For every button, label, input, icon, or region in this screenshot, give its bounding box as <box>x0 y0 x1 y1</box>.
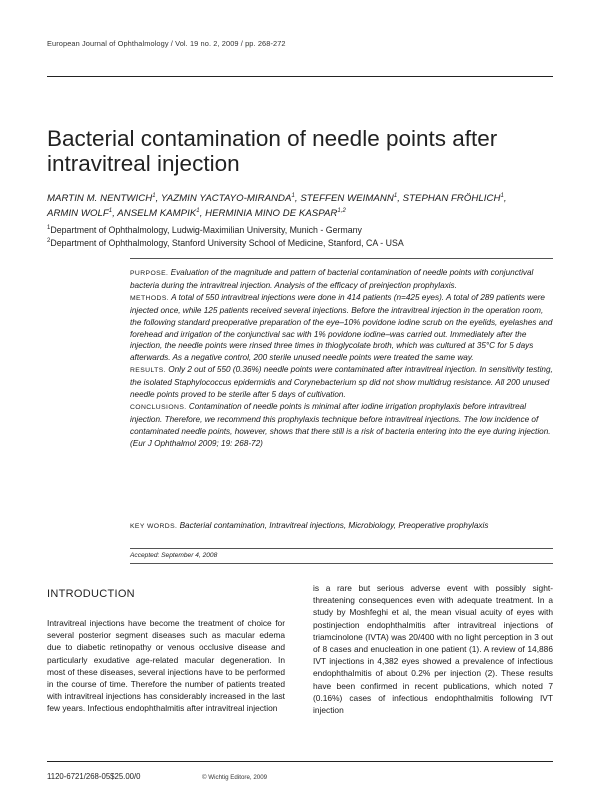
footer-code: 1120-6721/268-05$25.00/0 <box>47 772 141 781</box>
keywords-text: Bacterial contamination, Intravitreal injections, Microbiology, Preoperative prophylaxis <box>179 521 489 530</box>
footer-rule <box>47 761 553 762</box>
author-affiliation-sup: 1 <box>152 192 156 199</box>
methods-text: A total of 550 intravitreal injections were done in 414 patients (n=425 eyes). A total of 289 patients were injected once, while 125 patients received several injections. Before the intravitreal injection in the operation room, the following standard preoperative preparation of the eye–10% povidone iodine scrub on the eyelids, eyelashes and forehead and irrigation of the conjunctival sac with 1% povidone iodine–was carried out. Immediately after the injection, the needle points were rinsed three times in thioglycolate broth, which was cultured at 35°C for 5 days afterwards. As a negative control, 200 sterile unused needle points were treated the same way. <box>130 292 553 363</box>
author-affiliation-sup: 1 <box>196 207 200 214</box>
author-affiliation-sup: 1 <box>393 192 398 199</box>
affiliation-1-sup: 1 <box>47 225 51 232</box>
header-rule <box>47 76 553 77</box>
author-affiliation-sup: 1 <box>500 192 504 199</box>
author-affiliation-sup: 1,2 <box>337 207 346 214</box>
purpose-text: Evaluation of the magnitude and pattern of bacterial contamination of needle points with conjunctival bacteria during the intravitreal injection. Analysis of the efficacy of preinjection prophylaxis. <box>130 268 534 290</box>
abstract-purpose <box>130 267 553 292</box>
author-name: STEFFEN WEIMANN <box>300 193 394 204</box>
author-name: ARMIN WOLF <box>47 208 109 219</box>
conclusions-text: Contamination of needle points is minimal after iodine irrigation prophylaxis before intravitreal injection. Therefore, we recommend this prophylaxis technique before intravitreal injections. The low incidence of contaminated needle points, however, shows that there still is a risk of bacteria entering into the eye during injection. (Eur J Ophthalmol 2009; 19: 268-72) <box>130 401 551 448</box>
abstract-conclusions <box>130 401 553 450</box>
affiliation-2 <box>47 237 557 249</box>
author-affiliation-sup: 1 <box>291 192 295 199</box>
article-title: Bacterial contamination of needle points after intravitreal injection <box>47 126 498 176</box>
abstract-methods <box>130 292 553 364</box>
journal-header: European Journal of Ophthalmology / Vol. 19 no. 2, 2009 / pp. 268-272 <box>47 39 286 48</box>
author-name: STEPHAN FRÖHLICH <box>402 193 501 204</box>
abstract-bottom-rule <box>130 548 553 549</box>
author-list: MARTIN M. NENTWICH$^1$, YAZMIN YACTAYO-MIRANDA$^1$, STEFFEN WEIMANN$^1$, STEPHAN FRÖHLICH$^1$, ARMIN WOLF$^1$, ANSELM KAMPIK$^1$, HERMINIA MINO DE KASPAR$^{1,2}$ <box>47 192 507 219</box>
purpose-label: PURPOSE. <box>130 270 169 277</box>
keywords <box>130 520 553 533</box>
affiliation-1-text: Department of Ophthalmology, Ludwig-Maximilian University, Munich - Germany <box>50 225 362 235</box>
abstract <box>130 267 553 450</box>
footer-copyright: © Wichtig Editore, 2009 <box>202 774 268 781</box>
author-name: MARTIN M. NENTWICH <box>47 193 153 204</box>
affiliation-2-text: Department of Ophthalmology, Stanford University School of Medicine, Stanford, CA - USA <box>50 238 404 248</box>
author-name: ANSELM KAMPIK <box>117 208 197 219</box>
intro-right-column: is a rare but serious adverse event with possibly sight-threatening consequences even with adequate treatment. In a study by Moshfeghi et al, the mean visual acuity of eyes with postinjection endophthalmitis after intravitreal injections of triamcinolone (IVTA) was 20/400 with no light perception in 3 out of 8 cases and enucleation in one patient (1). A review of 14,886 IVT injections in 4,382 eyes showed a prevalence of infectious endophthalmitis of about 0.2% per injection (2). These results have been confirmed in recent publications, which noted 7 (0.16%) cases of infectious endophthalmitis following IVT injection <box>313 583 553 716</box>
methods-label: METHODS. <box>130 294 170 302</box>
affiliation-1 <box>47 224 557 236</box>
conclusions-label: CONCLUSIONS. <box>130 403 187 411</box>
results-text: Only 2 out of 550 (0.36%) needle points were contaminated after intravitreal injection. In sensitivity testing, the isolated Staphylococcus epidermidis and Corynebacterium sp did not show multidrug resistance. All 200 unused needle points proved to be sterile after 5 days of cultivation. <box>130 365 553 400</box>
author-name: YAZMIN YACTAYO-MIRANDA <box>160 193 292 204</box>
author-name: HERMINIA MINO DE KASPAR <box>205 208 338 219</box>
author-affiliation-sup: 1 <box>108 207 113 214</box>
abstract-results <box>130 364 553 401</box>
accepted-rule <box>130 563 553 564</box>
affiliation-2-sup: 2 <box>47 238 51 245</box>
intro-left-column: Intravitreal injections have become the treatment of choice for several posterior segment diseases such as macular edema due to diabetic retinopathy or venous occlusive disease and particularly exudative age-related macular degeneration. In most of these diseases, several injections have to be performed in the course of time. Therefore the number of patients treated with intravitreal injections has considerably increased in the last few years. Infectious endophthalmitis after intravitreal injection <box>47 618 285 714</box>
keywords-label: KEY WORDS. <box>130 523 178 530</box>
results-label: RESULTS. <box>130 367 166 375</box>
accepted-date: Accepted: September 4, 2008 <box>130 552 218 559</box>
abstract-top-rule <box>130 258 553 259</box>
section-heading-introduction: INTRODUCTION <box>47 588 135 600</box>
